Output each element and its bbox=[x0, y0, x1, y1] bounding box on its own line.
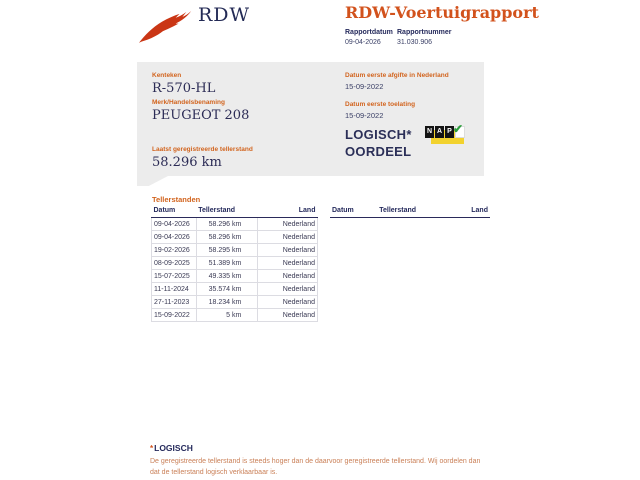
table-cell: Nederland bbox=[258, 270, 318, 283]
page-title: RDW-Voertuigrapport bbox=[345, 3, 539, 22]
report-number-block bbox=[397, 29, 451, 46]
afgifte-value: 15-09-2022 bbox=[345, 82, 384, 91]
table-cell: 27-11-2023 bbox=[152, 296, 197, 309]
nap-letter-p: P bbox=[445, 126, 454, 138]
footnote-asterisk: * bbox=[150, 444, 154, 453]
footnote-text: De geregistreerde tellerstand is steeds hoger dan de daarvoor geregistreerde tellerstand. Wij oordelen dan dat de tellerstand logisch verklaarbaar is. bbox=[150, 458, 481, 476]
table-cell: Nederland bbox=[258, 309, 318, 322]
table-cell: 58.296 km bbox=[196, 231, 258, 244]
column-header-land: Land bbox=[258, 205, 318, 218]
table-header-row bbox=[330, 205, 490, 218]
table-cell: 18.234 km bbox=[196, 296, 258, 309]
report-date-block bbox=[345, 29, 393, 46]
kenteken-label: Kenteken bbox=[152, 72, 182, 79]
afgifte-label: Datum eerste afgifte in Nederland bbox=[345, 72, 449, 79]
report-date-value: 09-04-2026 bbox=[345, 39, 381, 46]
footnote-title bbox=[150, 443, 193, 453]
table-row bbox=[152, 257, 318, 270]
table-cell: 19-02-2026 bbox=[152, 244, 197, 257]
merk-field bbox=[152, 99, 249, 123]
table-cell: Nederland bbox=[258, 244, 318, 257]
table-cell: 09-04-2026 bbox=[152, 218, 197, 231]
table-cell: Nederland bbox=[258, 296, 318, 309]
report-date-label: Rapportdatum bbox=[345, 29, 393, 36]
toelating-label: Datum eerste toelating bbox=[345, 101, 416, 108]
tellerstanden-table-continued bbox=[330, 205, 490, 218]
table-cell: 58.296 km bbox=[196, 218, 258, 231]
table-cell: 5 km bbox=[196, 309, 258, 322]
table-cell: 35.574 km bbox=[196, 283, 258, 296]
table-row bbox=[152, 296, 318, 309]
table-cell: Nederland bbox=[258, 257, 318, 270]
laatste-tellerstand-value: 58.296 km bbox=[152, 155, 222, 170]
table-row bbox=[152, 270, 318, 283]
table-row bbox=[152, 309, 318, 322]
column-header-datum: Datum bbox=[330, 205, 377, 218]
merk-value: PEUGEOT 208 bbox=[152, 108, 250, 123]
oordeel-line2: OORDEEL bbox=[345, 144, 412, 159]
oordeel-line1: LOGISCH* bbox=[345, 127, 412, 142]
panel-corner-tab bbox=[137, 176, 168, 186]
table-cell: 09-04-2026 bbox=[152, 231, 197, 244]
merk-label: Merk/Handelsbenaming bbox=[152, 99, 225, 106]
column-header-tellerstand: Tellerstand bbox=[377, 205, 452, 218]
table-row bbox=[152, 231, 318, 244]
rdw-logo-icon bbox=[137, 8, 195, 45]
nap-letter-n: N bbox=[425, 126, 434, 138]
kenteken-value: R-570-HL bbox=[152, 81, 216, 96]
laatste-tellerstand-field bbox=[152, 146, 253, 170]
table-cell: Nederland bbox=[258, 283, 318, 296]
oordeel-verdict bbox=[345, 126, 412, 160]
column-header-tellerstand: Tellerstand bbox=[196, 205, 258, 218]
nap-letter-a: A bbox=[435, 126, 444, 138]
table-row bbox=[152, 218, 318, 231]
table-cell: Nederland bbox=[258, 218, 318, 231]
tellerstanden-section-title: Tellerstanden bbox=[152, 195, 201, 204]
report-number-value: 31.030.906 bbox=[397, 39, 433, 46]
toelating-field bbox=[345, 101, 415, 120]
table-row bbox=[152, 244, 318, 257]
table-cell: 15-07-2025 bbox=[152, 270, 197, 283]
rdw-logo-text: RDW bbox=[198, 4, 251, 26]
table-cell: Nederland bbox=[258, 231, 318, 244]
table-cell: 58.295 km bbox=[196, 244, 258, 257]
table-cell: 11-11-2024 bbox=[152, 283, 197, 296]
laatste-tellerstand-label: Laatst geregistreerde tellerstand bbox=[152, 146, 253, 153]
toelating-value: 15-09-2022 bbox=[345, 111, 384, 120]
footnote-title-text: LOGISCH bbox=[154, 443, 193, 453]
table-row bbox=[152, 283, 318, 296]
column-header-datum: Datum bbox=[152, 205, 197, 218]
afgifte-field bbox=[345, 72, 449, 91]
kenteken-field bbox=[152, 72, 215, 96]
report-number-label: Rapportnummer bbox=[397, 29, 452, 36]
table-cell: 51.389 km bbox=[196, 257, 258, 270]
table-cell: 49.335 km bbox=[196, 270, 258, 283]
table-header-row bbox=[152, 205, 318, 218]
nap-checkmark-icon: ✔ bbox=[453, 122, 464, 136]
column-header-land: Land bbox=[452, 205, 490, 218]
nap-logo-icon bbox=[425, 122, 465, 145]
vehicle-summary-panel bbox=[137, 62, 484, 176]
tellerstanden-table bbox=[151, 205, 318, 322]
table-cell: 08-09-2025 bbox=[152, 257, 197, 270]
table-cell: 15-09-2022 bbox=[152, 309, 197, 322]
